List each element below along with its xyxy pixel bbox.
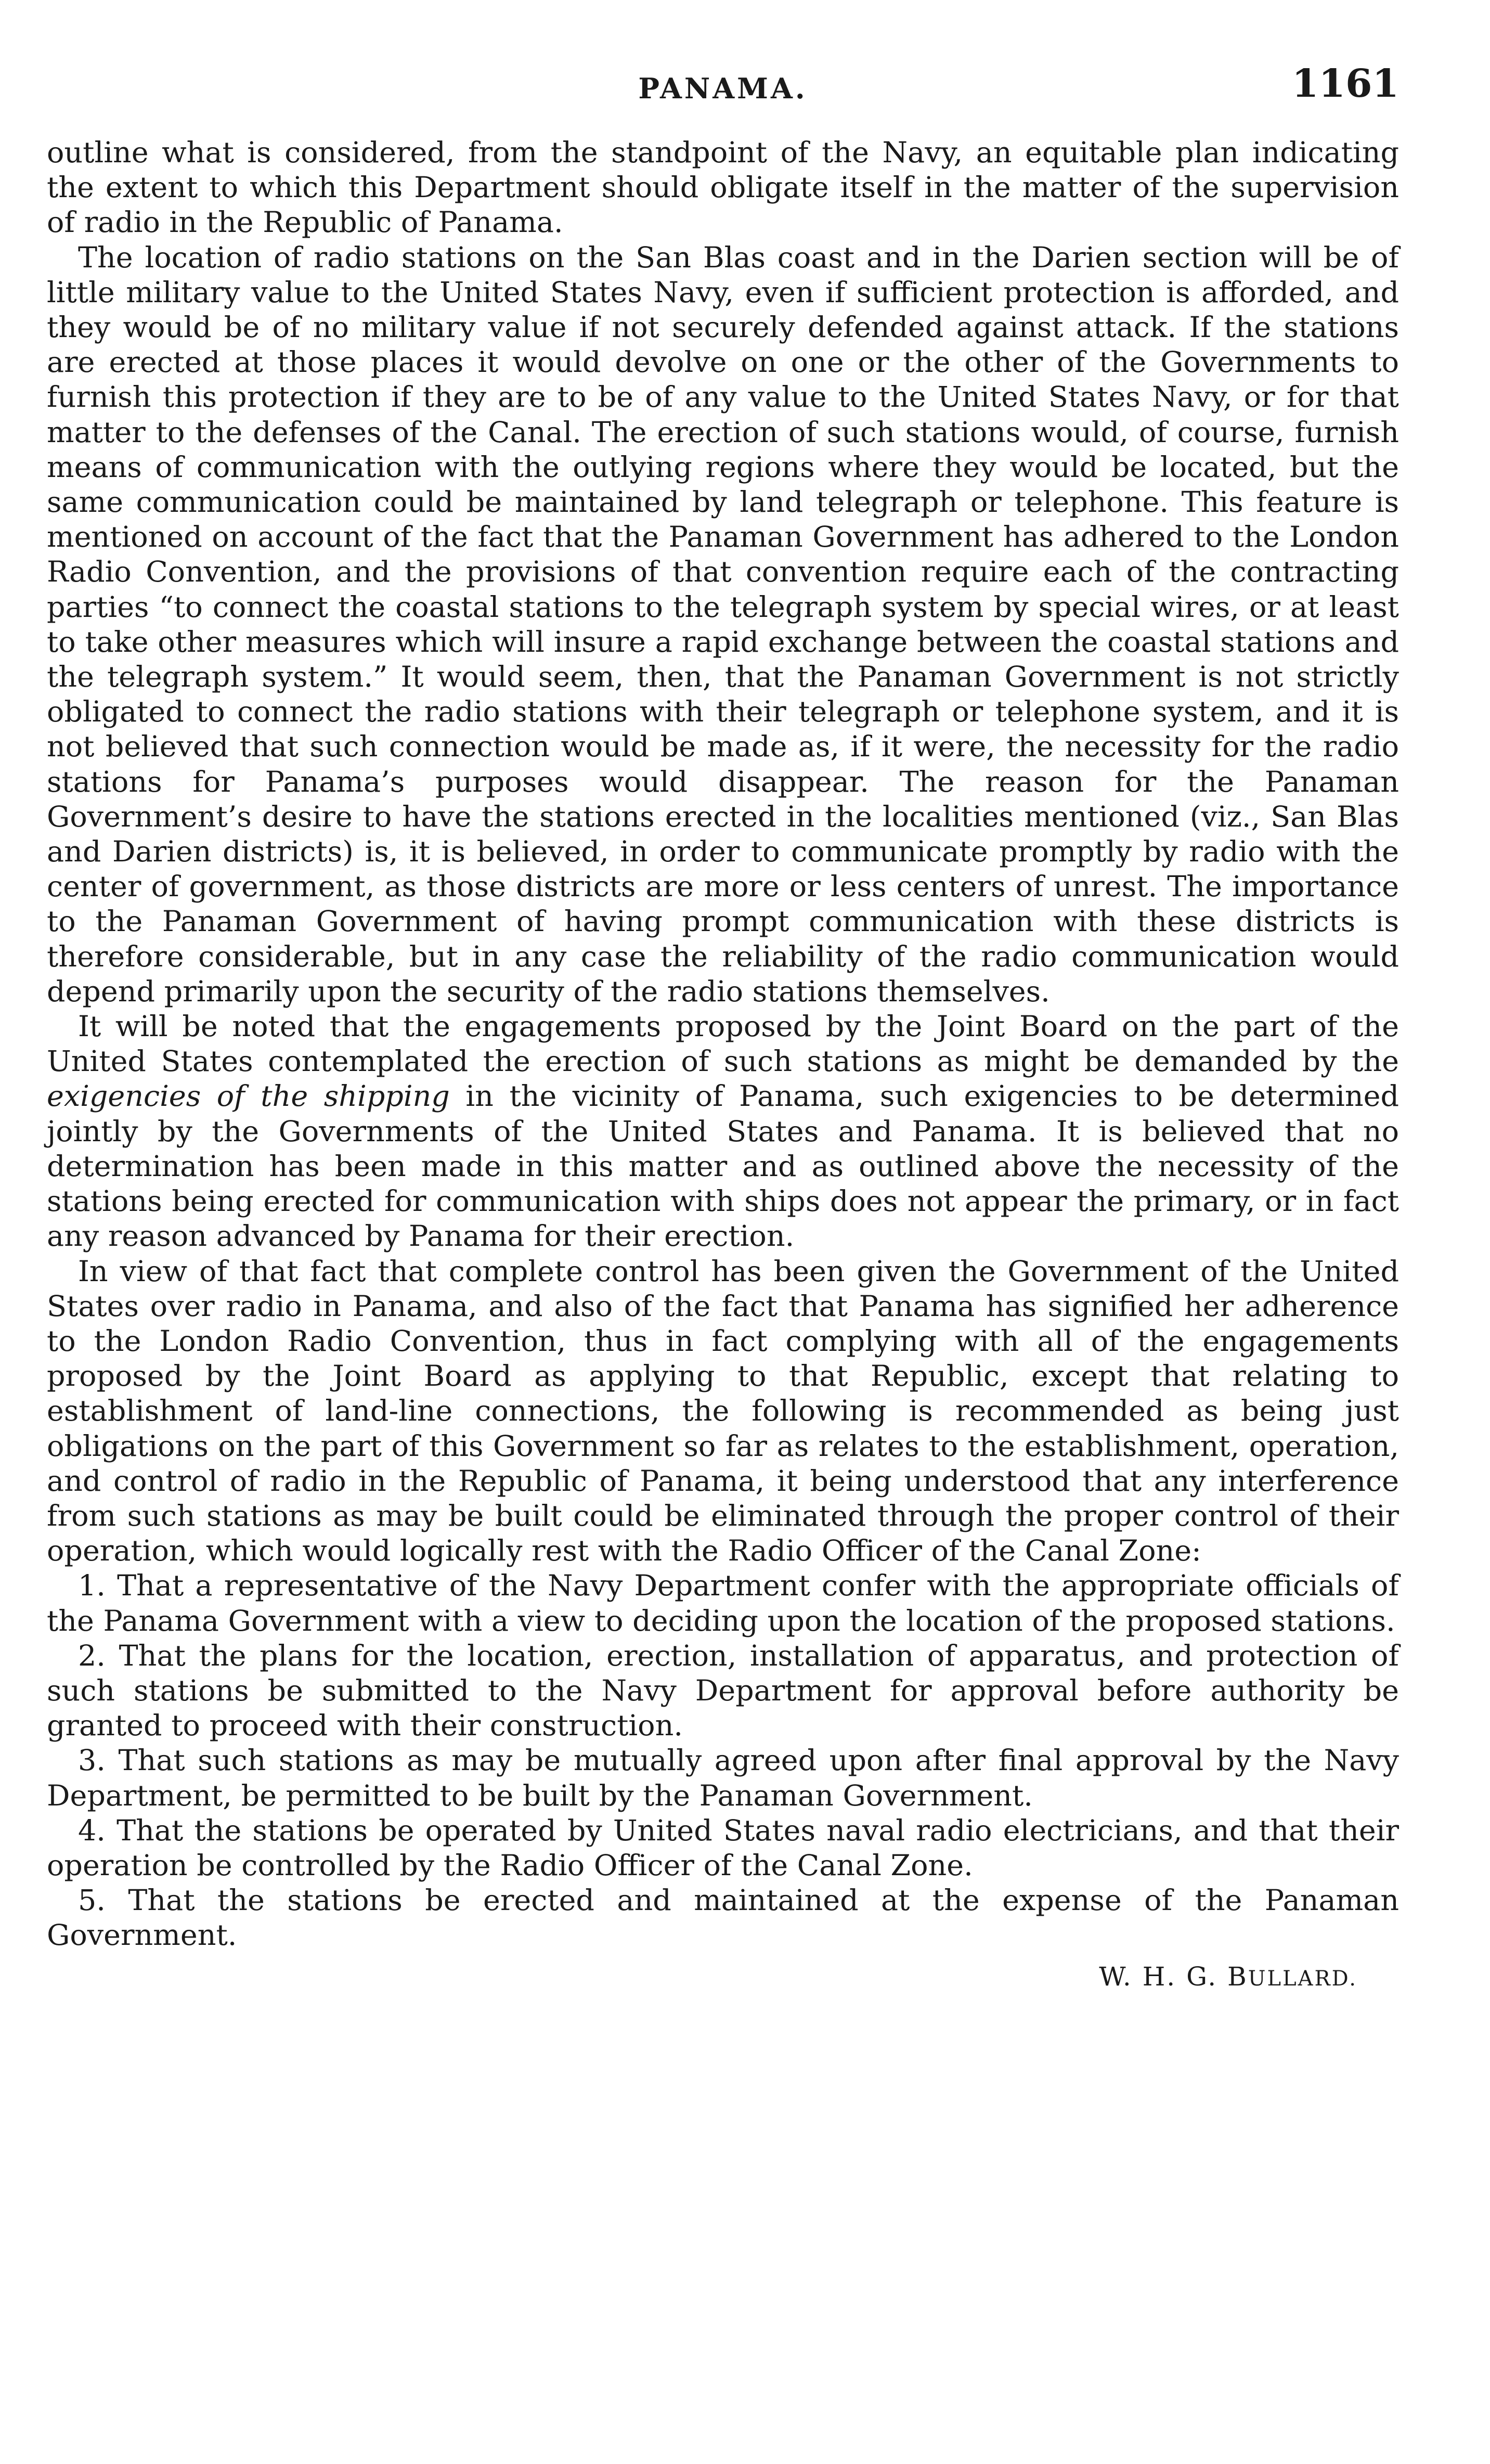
recommendation-item-3: 3. That such stations as may be mutually agreed upon after final approval by the Navy Department, be permitted to be built by the Panaman Government. <box>47 1744 1399 1813</box>
paragraph-joint-board-engagements <box>47 1009 1399 1254</box>
paragraph-text: It will be noted that the engagements proposed by the Joint Board on the part of the United States contemplated the erection of such stations as might be demanded by the <box>47 1010 1399 1079</box>
signature-initials: W. H. G. B <box>1099 1961 1248 1992</box>
recommendation-item-2: 2. That the plans for the location, erection, installation of apparatus, and protection of such stations be submitted to the Navy Department for approval before authority be granted to proceed with their construction. <box>47 1639 1399 1743</box>
page-number: 1161 <box>1292 61 1399 106</box>
signature-surname: ULLARD. <box>1248 1966 1357 1991</box>
paragraph-radio-station-location: The location of radio stations on the San Blas coast and in the Darien section will be of little military value to the United States Navy, even if sufficient protection is afforded, and they would be of no military value if not securely defended against attack. If the stations are erected at those places it would devolve on one or the other of the Governments to furnish this protection if they are to be of any value to the United States Navy, or for that matter to the defenses of the Canal. The erection of such stations would, of course, furnish means of communication with the outlying regions where they would be located, but the same communication could be maintained by land telegraph or telephone. This feature is mentioned on account of the fact that the Panaman Government has adhered to the London Radio Convention, and the provisions of that convention require each of the contracting parties “to connect the coastal stations to the telegraph system by special wires, or at least to take other measures which will insure a rapid exchange between the coastal stations and the telegraph system.” It would seem, then, that the Panaman Government is not strictly obligated to connect the radio stations with their telegraph or telephone system, and it is not believed that such connection would be made as, if it were, the necessity for the radio stations for Panama’s purposes would disappear. The reason for the Panaman Government’s desire to have the stations erected in the localities mentioned (viz., San Blas and Darien districts) is, it is believed, in order to communicate promptly by radio with the center of government, as those districts are more or less centers of unrest. The importance to the Panaman Government of having prompt communication with these districts is therefore considerable, but in any case the reliability of the radio communication would depend primarily upon the security of the radio stations themselves. <box>47 240 1399 1009</box>
italic-phrase: exigencies of the shipping <box>47 1079 450 1114</box>
recommendation-item-5: 5. That the stations be erected and maintained at the expense of the Panaman Government. <box>47 1884 1399 1953</box>
running-head <box>47 57 1399 125</box>
paragraph-recommendation-intro: In view of that fact that complete control has been given the Government of the United States over radio in Panama, and also of the fact that Panama has signified her adherence to the London Radio Convention, thus in fact complying with all of the engagements proposed by the Joint Board as applying to that Republic, except that relating to establishment of land-line connections, the following is recommended as being just obligations on the part of this Government so far as relates to the establishment, operation, and control of radio in the Republic of Panama, it being understood that any interference from such stations as may be built could be eliminated through the proper control of their operation, which would logically rest with the Radio Officer of the Canal Zone: <box>47 1254 1399 1568</box>
paragraph-text: in the vicinity of Panama, such exigencies to be determined jointly by the Governments of the United States and Panama. It is believed that no determination has been made in this matter and as outlined above the necessity of the stations being erected for communication with ships does not appear the primary, or in fact any reason advanced by Panama for their erection. <box>47 1079 1400 1254</box>
body-text <box>47 135 1399 1953</box>
running-title: PANAMA. <box>638 72 808 105</box>
recommendation-item-1: 1. That a representative of the Navy Department confer with the appropriate officials of the Panama Government with a view to deciding upon the location of the proposed stations. <box>47 1569 1399 1638</box>
recommendation-item-4: 4. That the stations be operated by United States naval radio electricians, and that their operation be controlled by the Radio Officer of the Canal Zone. <box>47 1813 1399 1882</box>
paragraph-continuation: outline what is considered, from the standpoint of the Navy, an equitable plan indicating the extent to which this Department should obligate itself in the matter of the supervision of radio in the Republic of Panama. <box>47 136 1399 240</box>
signature <box>47 1962 1399 1992</box>
document-page <box>47 57 1399 1992</box>
